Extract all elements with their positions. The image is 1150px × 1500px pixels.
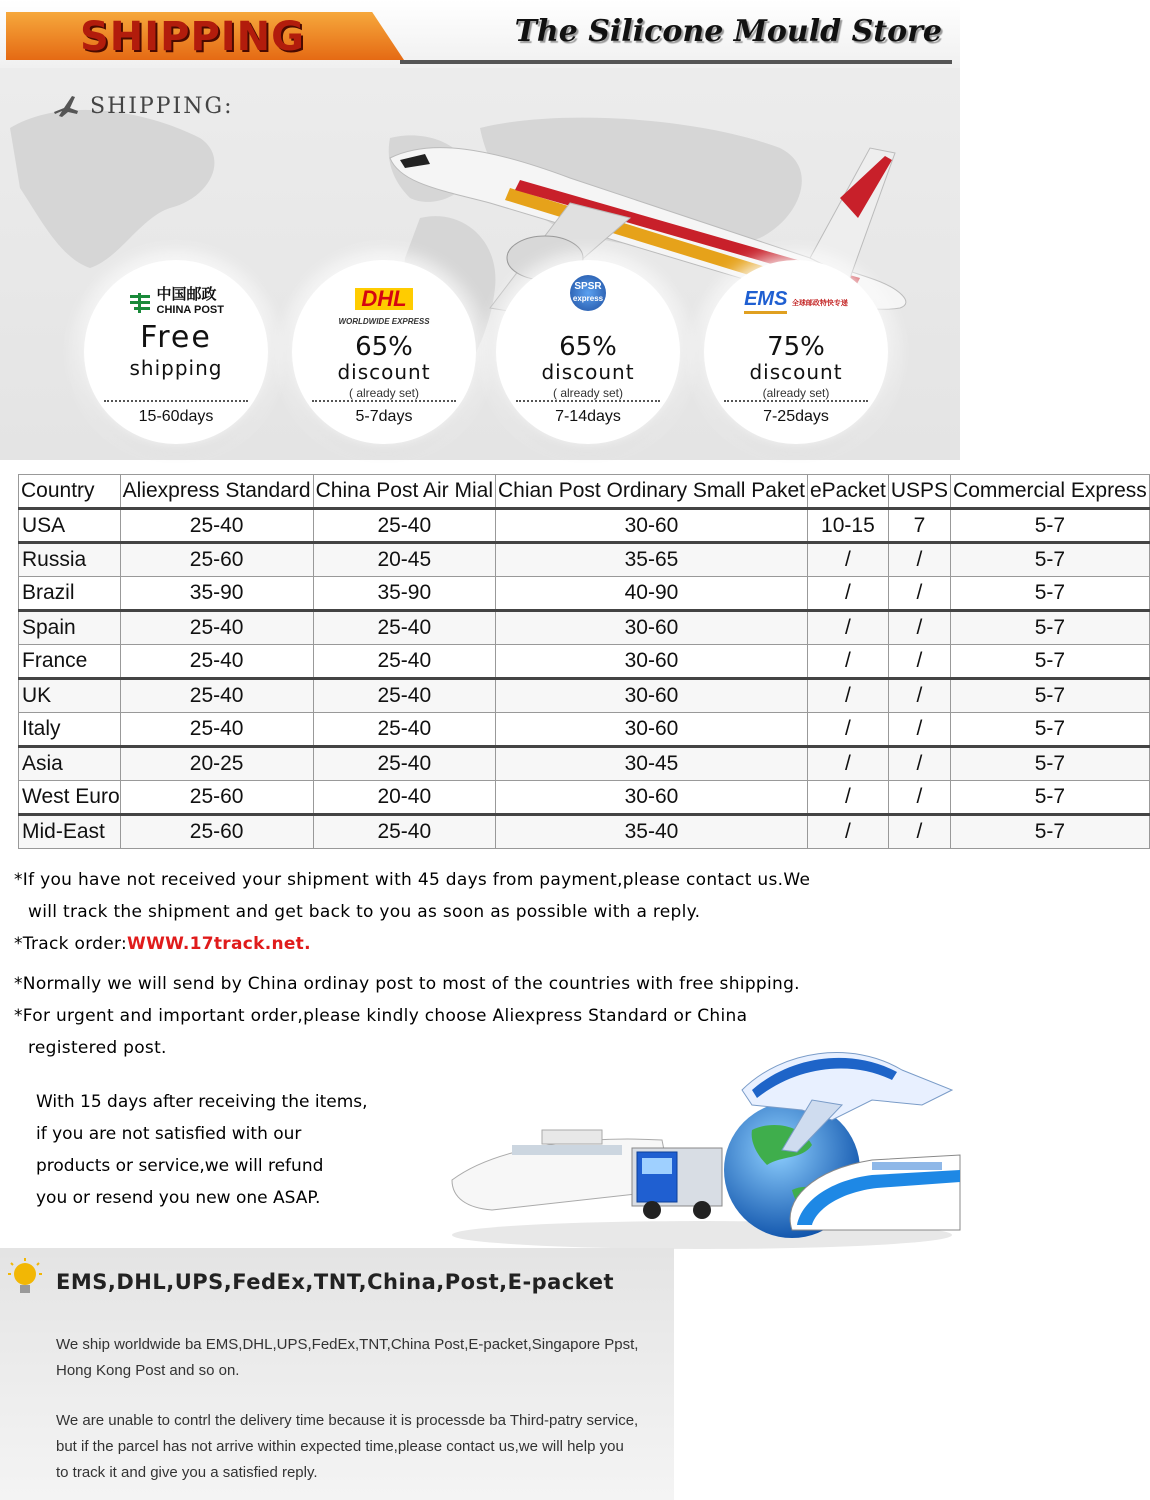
column-header: ePacket bbox=[807, 475, 888, 509]
banner-divider bbox=[400, 60, 952, 64]
delivery-days-cell: 25-40 bbox=[120, 645, 313, 679]
delivery-days-cell: 25-40 bbox=[120, 713, 313, 747]
track-order-label: *Track order: bbox=[14, 934, 128, 954]
dhl-logo-subtext: WORLDWIDE EXPRESS bbox=[338, 317, 430, 326]
dhl-logo-text: DHL bbox=[355, 288, 412, 310]
delivery-days-cell: / bbox=[888, 577, 950, 611]
carrier-ems bbox=[704, 260, 888, 444]
table-row bbox=[19, 815, 1150, 849]
delivery-days-cell: 5-7 bbox=[951, 781, 1150, 815]
delivery-days-cell: 5-7 bbox=[951, 509, 1150, 543]
delivery-days-cell: / bbox=[807, 611, 888, 645]
column-header: China Post Air Mial bbox=[313, 475, 495, 509]
table-row bbox=[19, 543, 1150, 577]
carrier-delivery-days: 5-7days bbox=[312, 400, 456, 426]
carrier-offer-sub: shipping bbox=[129, 356, 223, 380]
carrier-spsr bbox=[496, 260, 680, 444]
shipping-heading: SHIPPING: bbox=[90, 94, 234, 119]
spsr-logo-subtext: express bbox=[572, 294, 604, 303]
delivery-days-cell: / bbox=[888, 645, 950, 679]
refund-policy bbox=[36, 1086, 436, 1214]
delivery-days-cell: / bbox=[807, 713, 888, 747]
shipping-table bbox=[18, 474, 1150, 849]
refund-line: if you are not satisfied with our bbox=[36, 1124, 302, 1144]
delivery-days-cell: 35-90 bbox=[313, 577, 495, 611]
delivery-days-cell: 35-65 bbox=[496, 543, 808, 577]
delivery-days-cell: 7 bbox=[888, 509, 950, 543]
track-order-link[interactable]: WWW.17track.net. bbox=[127, 934, 311, 954]
table-row bbox=[19, 645, 1150, 679]
delivery-days-cell: / bbox=[888, 611, 950, 645]
delivery-days-cell: 25-40 bbox=[120, 679, 313, 713]
delivery-days-cell: / bbox=[807, 543, 888, 577]
refund-line: you or resend you new one ASAP. bbox=[36, 1188, 321, 1208]
spsr-logo-icon bbox=[570, 275, 606, 311]
panel-line: but if the parcel has not arrive within expected time,please contact us,we will help you bbox=[56, 1438, 624, 1455]
china-post-logo bbox=[84, 288, 268, 318]
delivery-days-cell: 5-7 bbox=[951, 543, 1150, 577]
delivery-days-cell: 25-60 bbox=[120, 815, 313, 849]
table-row bbox=[19, 679, 1150, 713]
panel-line: to track it and give you a satisfied reply. bbox=[56, 1464, 318, 1481]
delivery-days-cell: / bbox=[888, 815, 950, 849]
refund-line: With 15 days after receiving the items, bbox=[36, 1092, 368, 1112]
delivery-days-cell: 25-40 bbox=[313, 815, 495, 849]
column-header: Chian Post Ordinary Small Paket bbox=[496, 475, 808, 509]
delivery-days-cell: / bbox=[888, 747, 950, 781]
delivery-days-cell: / bbox=[807, 815, 888, 849]
delivery-days-cell: / bbox=[807, 747, 888, 781]
carrier-china-post bbox=[84, 260, 268, 444]
delivery-days-cell: / bbox=[888, 679, 950, 713]
delivery-days-cell: 25-40 bbox=[313, 509, 495, 543]
delivery-days-cell: 30-60 bbox=[496, 679, 808, 713]
plane-icon bbox=[52, 92, 80, 120]
column-header: Commercial Express bbox=[951, 475, 1150, 509]
delivery-days-cell: / bbox=[888, 781, 950, 815]
note-line: *If you have not received your shipment with 45 days from payment,please contact us.We bbox=[14, 870, 811, 890]
lightbulb-icon bbox=[8, 1258, 42, 1302]
delivery-days-cell: 30-60 bbox=[496, 509, 808, 543]
delivery-days-cell: 35-90 bbox=[120, 577, 313, 611]
note-line: *Normally we will send by China ordinay post to most of the countries with free shipping. bbox=[14, 974, 800, 994]
carrier-offer-note: (already set) bbox=[762, 386, 830, 400]
shipping-time-table bbox=[18, 474, 1147, 849]
table-row bbox=[19, 577, 1150, 611]
note-line: registered post. bbox=[28, 1038, 167, 1058]
delivery-days-cell: 25-60 bbox=[120, 781, 313, 815]
delivery-days-cell: 5-7 bbox=[951, 577, 1150, 611]
delivery-days-cell: / bbox=[807, 679, 888, 713]
country-cell: Brazil bbox=[19, 577, 121, 611]
country-cell: Asia bbox=[19, 747, 121, 781]
refund-line: products or service,we will refund bbox=[36, 1156, 324, 1176]
transport-illustration bbox=[452, 1030, 960, 1250]
panel-line: We are unable to contrl the delivery time because it is processde ba Third-patry service, bbox=[56, 1412, 639, 1429]
delivery-days-cell: 25-60 bbox=[120, 543, 313, 577]
spsr-logo bbox=[496, 281, 680, 318]
table-header-row bbox=[19, 475, 1150, 509]
table-row bbox=[19, 781, 1150, 815]
carrier-delivery-days: 7-25days bbox=[724, 400, 868, 426]
carrier-delivery-days: 7-14days bbox=[516, 400, 660, 426]
delivery-days-cell: 5-7 bbox=[951, 611, 1150, 645]
delivery-days-cell: 20-25 bbox=[120, 747, 313, 781]
delivery-days-cell: 25-40 bbox=[120, 611, 313, 645]
carrier-offer: 65% bbox=[355, 332, 413, 362]
country-cell: Russia bbox=[19, 543, 121, 577]
delivery-days-cell: 40-90 bbox=[496, 577, 808, 611]
country-cell: USA bbox=[19, 509, 121, 543]
carrier-dhl bbox=[292, 260, 476, 444]
delivery-days-cell: 5-7 bbox=[951, 747, 1150, 781]
carrier-offer: 65% bbox=[559, 332, 617, 362]
table-body bbox=[19, 509, 1150, 849]
table-row bbox=[19, 747, 1150, 781]
column-header: USPS bbox=[888, 475, 950, 509]
page-title: SHIPPING bbox=[80, 14, 305, 60]
china-post-logo-subtext: CHINA POST bbox=[156, 304, 224, 316]
carrier-delivery-days: 15-60days bbox=[104, 400, 248, 426]
dhl-logo bbox=[292, 286, 476, 326]
country-cell: West Euro bbox=[19, 781, 121, 815]
panel-line: Hong Kong Post and so on. bbox=[56, 1362, 240, 1379]
delivery-days-cell: / bbox=[888, 713, 950, 747]
delivery-days-cell: 5-7 bbox=[951, 713, 1150, 747]
carrier-offer: 75% bbox=[767, 332, 825, 362]
delivery-days-cell: 30-60 bbox=[496, 781, 808, 815]
country-cell: Italy bbox=[19, 713, 121, 747]
delivery-days-cell: / bbox=[888, 543, 950, 577]
delivery-days-cell: 30-45 bbox=[496, 747, 808, 781]
carrier-offer-sub: discount bbox=[541, 360, 635, 384]
panel-paragraph bbox=[56, 1332, 668, 1384]
country-cell: Mid-East bbox=[19, 815, 121, 849]
panel-paragraph bbox=[56, 1408, 668, 1486]
store-name: The Silicone Mould Store bbox=[514, 14, 942, 49]
delivery-days-cell: / bbox=[807, 781, 888, 815]
table-row bbox=[19, 611, 1150, 645]
delivery-days-cell: 25-40 bbox=[120, 509, 313, 543]
delivery-days-cell: / bbox=[807, 645, 888, 679]
delivery-days-cell: 30-60 bbox=[496, 611, 808, 645]
panel-line: We ship worldwide ba EMS,DHL,UPS,FedEx,TNT,China Post,E-packet,Singapore Ppst, bbox=[56, 1336, 639, 1353]
note-line: *For urgent and important order,please kindly choose Aliexpress Standard or China bbox=[14, 1006, 748, 1026]
carrier-info-panel bbox=[0, 1248, 674, 1500]
country-cell: France bbox=[19, 645, 121, 679]
shipping-hero bbox=[0, 68, 960, 460]
spsr-logo-text: SPSR bbox=[574, 281, 602, 292]
country-cell: Spain bbox=[19, 611, 121, 645]
delivery-days-cell: 30-60 bbox=[496, 645, 808, 679]
carrier-offer-note: ( already set) bbox=[552, 386, 624, 400]
delivery-days-cell: 25-40 bbox=[313, 679, 495, 713]
delivery-days-cell: 25-40 bbox=[313, 645, 495, 679]
ems-logo bbox=[704, 288, 888, 318]
header-banner bbox=[0, 0, 960, 68]
delivery-days-cell: 25-40 bbox=[313, 713, 495, 747]
delivery-days-cell: / bbox=[807, 577, 888, 611]
ems-logo-text: EMS bbox=[744, 288, 787, 314]
panel-title: EMS,DHL,UPS,FedEx,TNT,China,Post,E-packet bbox=[56, 1270, 614, 1294]
delivery-days-cell: 20-45 bbox=[313, 543, 495, 577]
delivery-days-cell: 10-15 bbox=[807, 509, 888, 543]
delivery-days-cell: 25-40 bbox=[313, 747, 495, 781]
delivery-days-cell: 30-60 bbox=[496, 713, 808, 747]
delivery-days-cell: 35-40 bbox=[496, 815, 808, 849]
carrier-offer-note: ( already set) bbox=[348, 386, 420, 400]
carrier-offer: Free bbox=[140, 320, 212, 355]
delivery-days-cell: 25-40 bbox=[313, 611, 495, 645]
delivery-days-cell: 20-40 bbox=[313, 781, 495, 815]
ems-logo-subtext: 全球邮政特快专递 bbox=[791, 300, 848, 307]
delivery-days-cell: 5-7 bbox=[951, 679, 1150, 713]
delivery-days-cell: 5-7 bbox=[951, 815, 1150, 849]
carrier-offer-sub: discount bbox=[749, 360, 843, 384]
country-cell: UK bbox=[19, 679, 121, 713]
table-row bbox=[19, 509, 1150, 543]
track-order-line bbox=[14, 928, 954, 960]
china-post-logo-text: 中国邮政 bbox=[156, 286, 217, 303]
note-line: will track the shipment and get back to you as soon as possible with a reply. bbox=[28, 902, 701, 922]
china-post-icon bbox=[128, 291, 152, 315]
delivery-days-cell: 5-7 bbox=[951, 645, 1150, 679]
column-header: Aliexpress Standard bbox=[120, 475, 313, 509]
table-row bbox=[19, 713, 1150, 747]
carrier-offer-sub: discount bbox=[337, 360, 431, 384]
column-header: Country bbox=[19, 475, 121, 509]
